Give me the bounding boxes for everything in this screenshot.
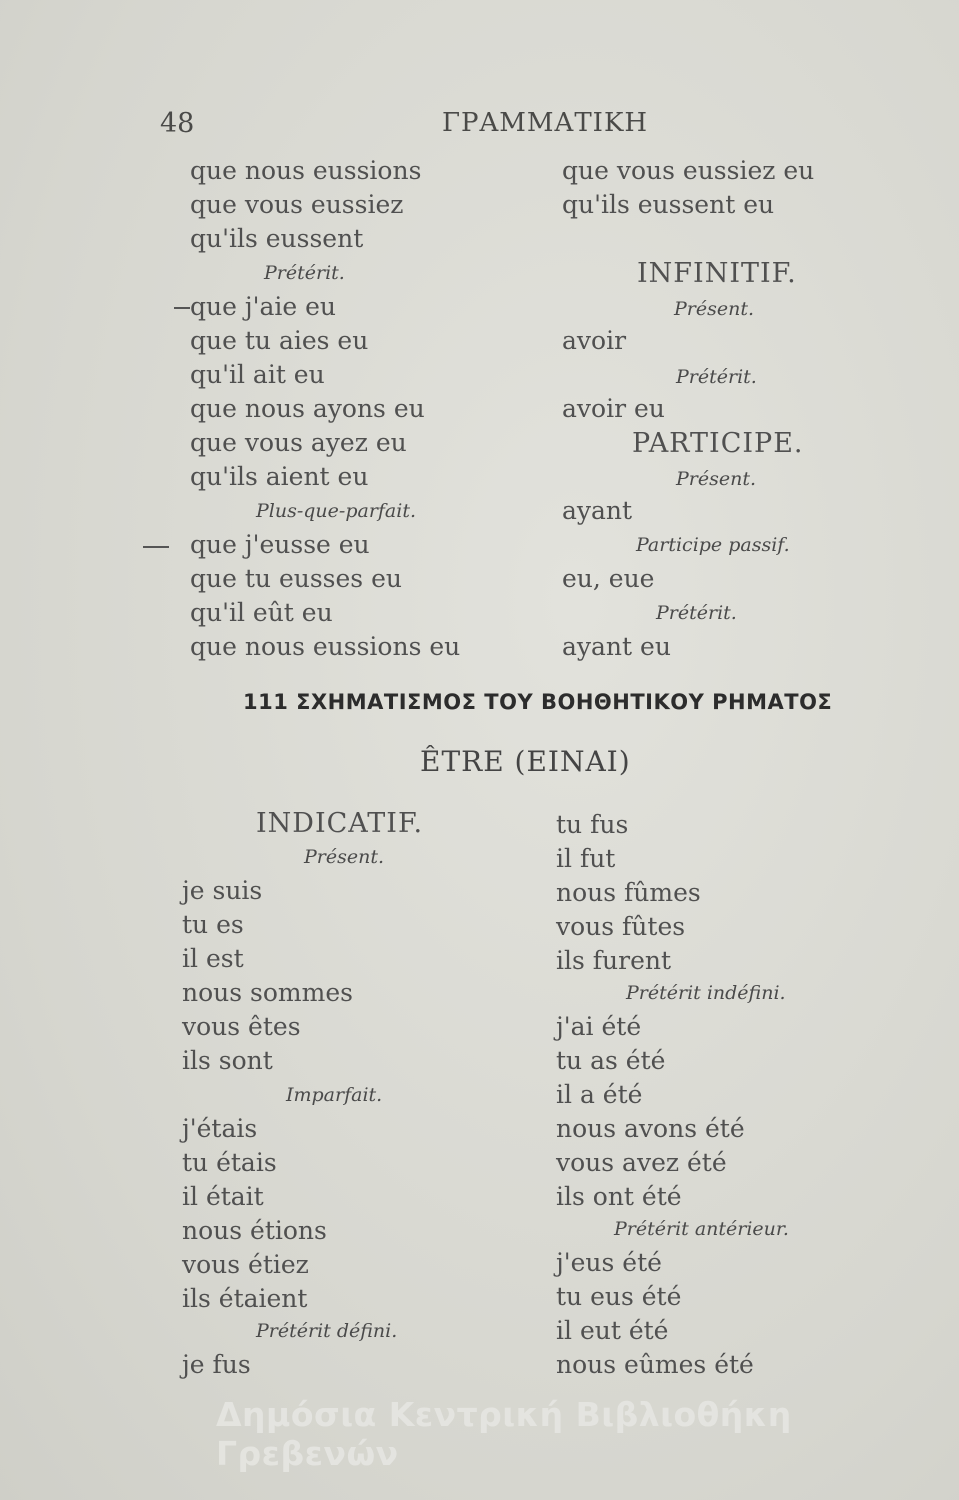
conjugation-line: tu fus — [556, 810, 629, 839]
conjugation-line: que vous eussiez — [190, 190, 404, 219]
section-title: 111 ΣΧΗΜΑΤΙΣΜΟΣ ΤΟΥ ΒΟΗΘΗΤΙΚΟΥ ΡΗΜΑΤΟΣ — [243, 690, 833, 714]
conjugation-line: j'étais — [182, 1114, 258, 1143]
conjugation-line: nous fûmes — [556, 878, 701, 907]
conjugation-line: que vous ayez eu — [190, 428, 407, 457]
conjugation-line: nous eûmes été — [556, 1350, 754, 1379]
tense-heading: Prétérit. — [676, 366, 757, 388]
conjugation-line: qu'ils eussent — [190, 224, 364, 253]
conjugation-line: tu es — [182, 910, 244, 939]
conjugation-line: ils furent — [556, 946, 672, 975]
tense-heading: Prétérit indéfini. — [626, 982, 786, 1004]
conjugation-line: je fus — [182, 1350, 251, 1379]
conjugation-line: vous êtes — [182, 1012, 301, 1041]
page-number: 48 — [160, 108, 195, 139]
conjugation-line: nous étions — [182, 1216, 327, 1245]
conjugation-line: nous avons été — [556, 1114, 745, 1143]
tense-heading: Présent. — [304, 846, 385, 868]
conjugation-line: ayant — [562, 496, 633, 525]
conjugation-line: j'eus été — [556, 1248, 662, 1277]
conjugation-line: vous étiez — [182, 1250, 309, 1279]
conjugation-line: avoir eu — [562, 394, 665, 423]
library-watermark: Δημόσια Κεντρική Βιβλιοθήκη Γρεβενών — [216, 1395, 792, 1473]
conjugation-line: qu'il ait eu — [190, 360, 325, 389]
conjugation-line: j'ai été — [556, 1012, 642, 1041]
conjugation-line: il fut — [556, 844, 616, 873]
conjugation-line: ils étaient — [182, 1284, 308, 1313]
conjugation-line: que j'aie eu — [190, 292, 337, 321]
conjugation-line: tu eus été — [556, 1282, 682, 1311]
conjugation-line: qu'ils aient eu — [190, 462, 369, 491]
tense-heading: Participe passif. — [636, 534, 790, 556]
tense-heading: Prétérit défini. — [256, 1320, 398, 1342]
mood-heading: INDICATIF. — [256, 808, 424, 839]
tense-heading: Présent. — [676, 468, 757, 490]
conjugation-line: vous fûtes — [556, 912, 686, 941]
tense-heading: Prétérit. — [264, 262, 345, 284]
conjugation-line: que vous eussiez eu — [562, 156, 815, 185]
conjugation-line: ayant eu — [562, 632, 671, 661]
conjugation-line: que j'eusse eu — [190, 530, 370, 559]
conjugation-line: je suis — [182, 876, 263, 905]
conjugation-line: ils sont — [182, 1046, 273, 1075]
conjugation-line: il a été — [556, 1080, 643, 1109]
conjugation-line: nous sommes — [182, 978, 353, 1007]
conjugation-line: avoir — [562, 326, 627, 355]
tense-heading: Prétérit antérieur. — [614, 1218, 789, 1240]
conjugation-line: qu'il eût eu — [190, 598, 333, 627]
tense-heading: Prétérit. — [656, 602, 737, 624]
conjugation-line: il est — [182, 944, 244, 973]
tense-heading: Présent. — [674, 298, 755, 320]
conjugation-line: tu étais — [182, 1148, 277, 1177]
conjugation-line: vous avez été — [556, 1148, 727, 1177]
conjugation-line: tu as été — [556, 1046, 666, 1075]
margin-dash — [143, 546, 169, 548]
tense-heading: Plus-que-parfait. — [256, 500, 417, 522]
page-header-title: ΓΡΑΜΜΑΤΙΚΗ — [442, 108, 649, 138]
conjugation-line: que nous eussions eu — [190, 632, 461, 661]
verb-title: ÊTRE (EINAI) — [420, 745, 631, 778]
conjugation-line: il eut été — [556, 1316, 669, 1345]
mood-heading: INFINITIF. — [637, 258, 797, 289]
conjugation-line: ils ont été — [556, 1182, 682, 1211]
conjugation-line: que nous ayons eu — [190, 394, 425, 423]
tense-heading: Imparfait. — [286, 1084, 383, 1106]
conjugation-line: eu, eue — [562, 564, 655, 593]
conjugation-line: il était — [182, 1182, 264, 1211]
conjugation-line: que tu eusses eu — [190, 564, 402, 593]
conjugation-line: que tu aies eu — [190, 326, 369, 355]
conjugation-line: qu'ils eussent eu — [562, 190, 775, 219]
mood-heading: PARTICIPE. — [632, 428, 804, 459]
margin-dash — [174, 307, 190, 309]
conjugation-line: que nous eussions — [190, 156, 422, 185]
